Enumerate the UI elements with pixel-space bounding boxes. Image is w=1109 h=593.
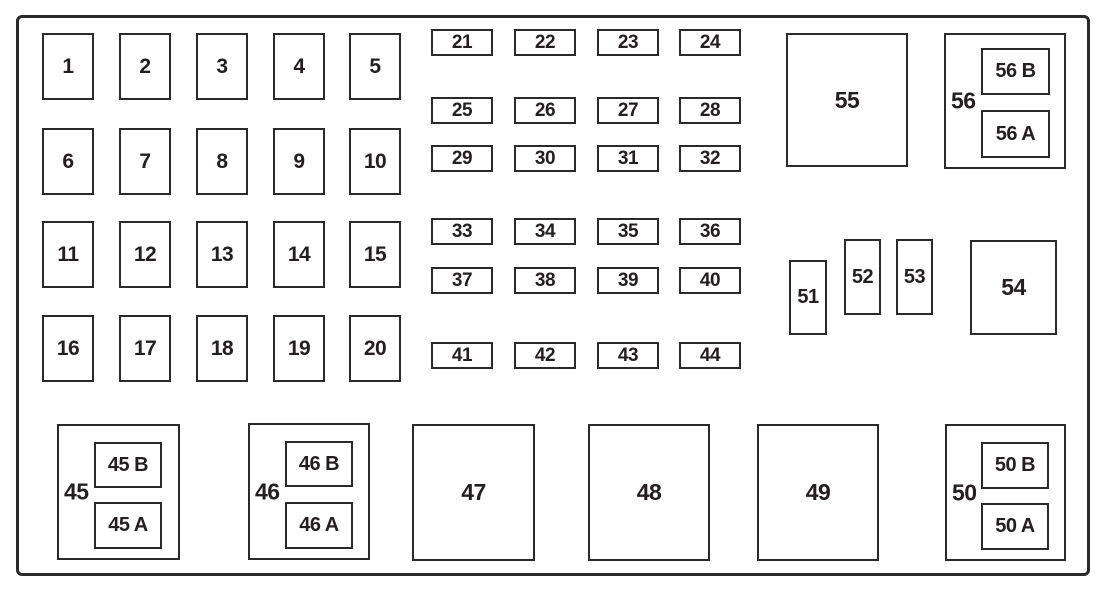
fuse-53: 53 bbox=[896, 239, 933, 315]
fuse-5: 5 bbox=[349, 33, 401, 100]
fuse-37: 37 bbox=[431, 267, 493, 294]
fuse-27: 27 bbox=[597, 97, 659, 124]
fuse-35: 35 bbox=[597, 218, 659, 245]
fuse-50a: 50 A bbox=[981, 503, 1049, 550]
fuse-26: 26 bbox=[514, 97, 576, 124]
fuse-23: 23 bbox=[597, 29, 659, 56]
fuse-46b: 46 B bbox=[285, 441, 353, 487]
fuse-24: 24 bbox=[679, 29, 741, 56]
fuse-56-group bbox=[944, 33, 1066, 169]
fuse-2: 2 bbox=[119, 33, 171, 100]
fuse-52: 52 bbox=[844, 239, 881, 315]
fuse-25: 25 bbox=[431, 97, 493, 124]
fuse-56-label: 56 bbox=[951, 87, 976, 114]
fuse-31: 31 bbox=[597, 145, 659, 172]
fuse-32: 32 bbox=[679, 145, 741, 172]
fuse-6: 6 bbox=[42, 128, 94, 195]
fuse-12: 12 bbox=[119, 221, 171, 288]
fuse-44: 44 bbox=[679, 342, 741, 369]
fuse-50-group bbox=[945, 424, 1066, 561]
fuse-30: 30 bbox=[514, 145, 576, 172]
fuse-34: 34 bbox=[514, 218, 576, 245]
fuse-38: 38 bbox=[514, 267, 576, 294]
fuse-15: 15 bbox=[349, 221, 401, 288]
fuse-13: 13 bbox=[196, 221, 248, 288]
fuse-46-label: 46 bbox=[255, 478, 280, 504]
fuse-36: 36 bbox=[679, 218, 741, 245]
fuse-41: 41 bbox=[431, 342, 493, 369]
fuse-39: 39 bbox=[597, 267, 659, 294]
fuse-1: 1 bbox=[42, 33, 94, 100]
fuse-16: 16 bbox=[42, 315, 94, 382]
fuse-45-label: 45 bbox=[64, 478, 89, 505]
fuse-22: 22 bbox=[514, 29, 576, 56]
fuse-54: 54 bbox=[970, 240, 1057, 335]
fuse-18: 18 bbox=[196, 315, 248, 382]
fuse-46a: 46 A bbox=[285, 502, 353, 549]
fuse-20: 20 bbox=[349, 315, 401, 382]
fuse-51: 51 bbox=[789, 260, 827, 335]
fuse-46-group bbox=[248, 423, 370, 560]
fuse-50b: 50 B bbox=[981, 442, 1049, 489]
fuse-56b: 56 B bbox=[981, 48, 1050, 95]
fuse-50-label: 50 bbox=[952, 479, 977, 505]
fuse-4: 4 bbox=[273, 33, 325, 100]
fuse-7: 7 bbox=[119, 128, 171, 195]
fuse-49: 49 bbox=[757, 424, 879, 561]
fuse-56a: 56 A bbox=[981, 110, 1050, 158]
fuse-45-group bbox=[57, 424, 180, 560]
fuse-48: 48 bbox=[588, 424, 710, 561]
fuse-9: 9 bbox=[273, 128, 325, 195]
fuse-28: 28 bbox=[679, 97, 741, 124]
fuse-45a: 45 A bbox=[94, 502, 162, 549]
fuse-14: 14 bbox=[273, 221, 325, 288]
fuse-43: 43 bbox=[597, 342, 659, 369]
fuse-3: 3 bbox=[196, 33, 248, 100]
fuse-55: 55 bbox=[786, 33, 908, 167]
fuse-11: 11 bbox=[42, 221, 94, 288]
fuse-42: 42 bbox=[514, 342, 576, 369]
fuse-8: 8 bbox=[196, 128, 248, 195]
fuse-21: 21 bbox=[431, 29, 493, 56]
fuse-29: 29 bbox=[431, 145, 493, 172]
fuse-10: 10 bbox=[349, 128, 401, 195]
fuse-19: 19 bbox=[273, 315, 325, 382]
fuse-47: 47 bbox=[412, 424, 535, 561]
fuse-33: 33 bbox=[431, 218, 493, 245]
fuse-45b: 45 B bbox=[94, 442, 162, 488]
fuse-40: 40 bbox=[679, 267, 741, 294]
fuse-17: 17 bbox=[119, 315, 171, 382]
